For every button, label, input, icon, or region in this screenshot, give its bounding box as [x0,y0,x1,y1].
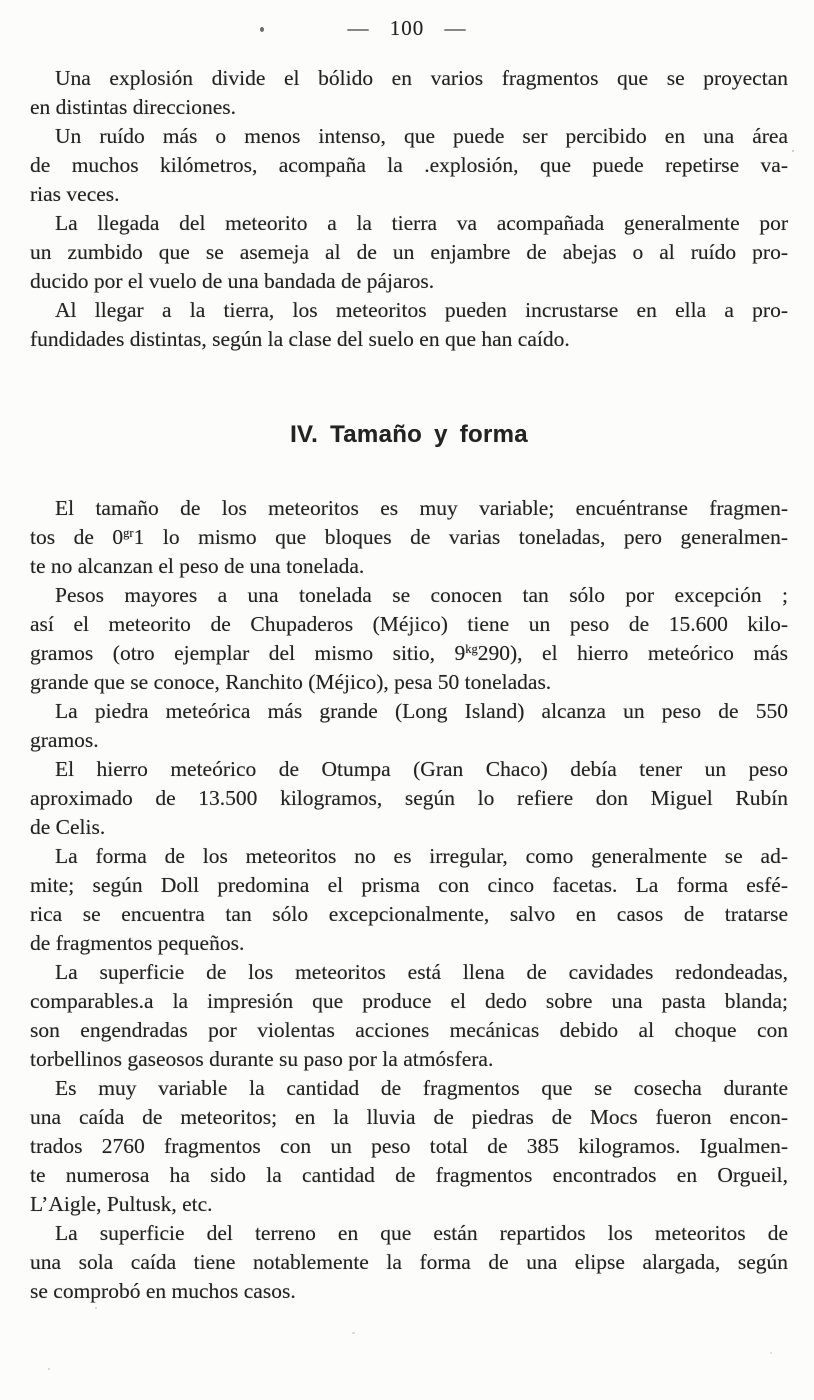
text-line: L’Aigle, Pultusk, etc. [30,1192,213,1216]
text-line: te numerosa ha sido la cantidad de fragmentos encontrados en Orgueil, [30,1163,788,1187]
text-line: rica se encuentra tan sólo excepcionalmente, salvo en casos de tratarse [30,902,788,926]
text-line: fundidades distintas, según la clase del suelo en que han caído. [30,327,570,351]
text-line: son engendradas por violentas acciones mecánicas debido al choque con [30,1018,788,1042]
text-line: en distintas direcciones. [30,95,236,119]
text-line: torbellinos gaseosos durante su paso por la atmósfera. [30,1047,494,1071]
text-line: La forma de los meteoritos no es irregular, como generalmente se ad- [55,844,788,868]
text-line: un zumbido que se asemeja al de un enjambre de abejas o al ruído pro- [30,240,788,264]
body-text [30,64,788,1306]
text-line: gramos (otro ejemplar del mismo sitio, $9^{kg}290$), el hierro meteórico más [30,641,788,665]
text-line: La superficie del terreno en que están repartidos los meteoritos de [55,1221,788,1245]
text-line: grande que se conoce, Ranchito (Méjico), pesa 50 toneladas. [30,670,552,694]
ink-speck [95,1307,97,1309]
text-line: gramos. [30,728,99,752]
text-line: La llegada del meteorito a la tierra va acompañada generalmente por [55,211,788,235]
text-line: trados 2760 fragmentos con un peso total de 385 kilogramos. Igualmen- [30,1134,788,1158]
ink-speck [596,1036,598,1038]
paragraph [30,494,788,581]
text-line: te no alcanzan el peso de una tonelada. [30,554,365,578]
text-line: Pesos mayores a una tonelada se conocen tan sólo por excepción ; [55,583,788,607]
text-line: de muchos kilómetros, acompaña la .explosión, que puede repetirse va- [30,153,788,177]
section-heading: IV. Tamaño y forma [290,421,528,448]
superscript-unit: gr [123,526,134,540]
paragraph [30,1219,788,1306]
text-line: comparables.a la impresión que produce el dedo sobre una pasta blanda; [30,989,788,1013]
paragraph [30,842,788,958]
text-line: ducido por el vuelo de una bandada de pájaros. [30,269,435,293]
text-line: aproximado de 13.500 kilogramos, según lo refiere don Miguel Rubín [30,786,788,810]
paragraph [30,755,788,842]
text-line: Un ruído más o menos intenso, que puede ser percibido en una área [55,124,788,148]
paragraph [30,581,788,697]
text-line: se comprobó en muchos casos. [30,1279,296,1303]
superscript-unit: kg [465,642,478,656]
text-line: La piedra meteórica más grande (Long Island) alcanza un peso de 550 [55,699,788,723]
text-line: tos de $0^{gr}1$ lo mismo que bloques de varias toneladas, pero generalmen- [30,525,788,549]
paragraph [30,209,788,296]
text-line: Al llegar a la tierra, los meteoritos pueden incrustarse en ella a pro- [55,298,788,322]
paragraph [30,958,788,1074]
ink-speck [48,1368,50,1370]
text-line: El hierro meteórico de Otumpa (Gran Chaco) debía tener un peso [55,757,788,781]
paragraph [30,1074,788,1219]
text-line: una caída de meteoritos; en la lluvia de piedras de Mocs fueron encon- [30,1105,788,1129]
paragraph [30,64,788,122]
page-header [0,16,814,41]
text-line: La superficie de los meteoritos está llena de cavidades redondeadas, [55,960,788,984]
text-line: Una explosión divide el bólido en varios fragmentos que se proyectan [55,66,788,90]
text-line: una sola caída tiene notablemente la forma de una elipse alargada, según [30,1250,788,1274]
paragraph [30,122,788,209]
text-line: Es muy variable la cantidad de fragmentos que se cosecha durante [55,1076,788,1100]
text-line: rias veces. [30,182,120,206]
ink-speck [352,1332,355,1334]
paragraph [30,697,788,755]
text-line: de fragmentos pequeños. [30,931,245,955]
paragraph [30,296,788,354]
text-line: de Celis. [30,815,106,839]
text-line: mite; según Doll predomina el prisma con cinco facetas. La forma esfé- [30,873,788,897]
ink-speck [792,150,794,152]
ink-speck [260,27,264,32]
page-number: — 100 — [347,16,467,40]
text-line: El tamaño de los meteoritos es muy variable; encuéntranse fragmen- [55,496,788,520]
ink-speck [770,1352,772,1354]
text-line: así el meteorito de Chupaderos (Méjico) tiene un peso de 15.600 kilo- [30,612,788,636]
